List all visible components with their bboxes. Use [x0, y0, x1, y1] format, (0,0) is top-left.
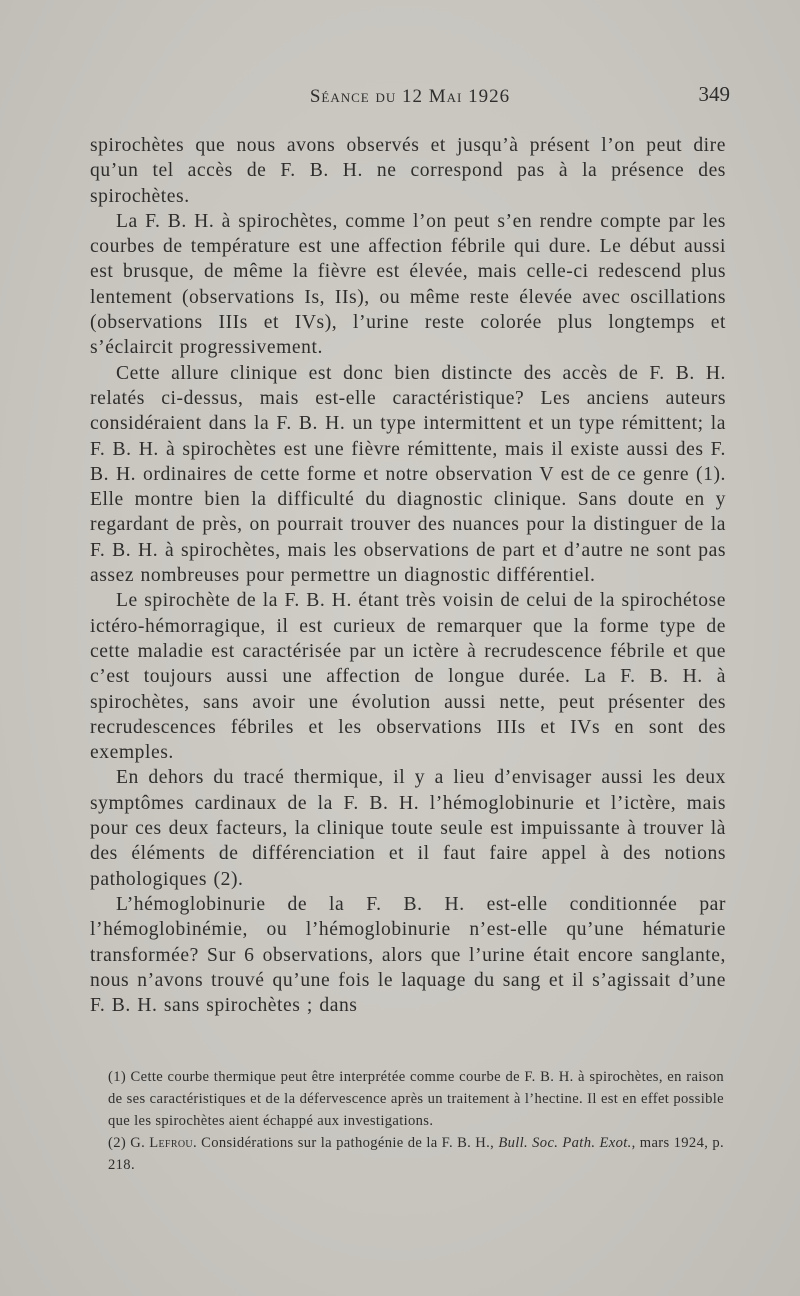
page-number: 349 [698, 82, 730, 106]
footnote-2 [108, 1132, 724, 1176]
footnote-2-author: Lefrou. [149, 1135, 197, 1151]
running-head [90, 82, 730, 116]
paragraph-3: Cette allure clinique est donc bien distincte des accès de F. B. H. relatés ci-dessus, mais est-elle caractéristique? Les anciens auteurs considéraient dans la F. B. H. un type intermittent et un type rémittent; la F. B. H. à spirochètes est une fièvre rémittente, mais il existe aussi des F. B. H. ordinaires de cette forme et notre observation V est de ce genre (1). Elle montre bien la difficulté du diagnostic clinique. Sans doute en y regardant de près, on pourrait trouver des nuances pour la distinguer de la F. B. H. à spirochètes, mais les observations de part et d’autre ne sont pas assez nombreuses pour permettre un diagnostic différentiel. [90, 362, 726, 587]
footnote-1: (1) Cette courbe thermique peut être interprétée comme courbe de F. B. H. à spirochètes, en raison de ses caractéristiques et de la défervescence après un traitement à l’hectine. Il est en effet possible que les spirochètes aient échappé aux investigations. [108, 1069, 724, 1129]
paragraph-2: La F. B. H. à spirochètes, comme l’on peut s’en rendre compte par les courbes de température est une affection fébrile qui dure. Le début aussi est brusque, de même la fièvre est élevée, mais celle-ci redescend plus lentement (observations Is, IIs), ou même reste élevée avec oscillations (observations IIIs et IVs), l’urine reste colorée plus longtemps et s’éclaircit progressivement. [90, 210, 726, 359]
paragraph-6: L’hémoglobinurie de la F. B. H. est-elle conditionnée par l’hémoglobinémie, ou l’hémoglobinurie n’est-elle qu’une hématurie transformée? Sur 6 observations, alors que l’urine était encore sanglante, nous n’avons trouvé qu’une fois le laquage du sang et il s’agissait d’une F. B. H. sans spirochètes ; dans [90, 893, 726, 1017]
paragraph-5: En dehors du tracé thermique, il y a lieu d’envisager aussi les deux symptômes cardinaux de la F. B. H. l’hémoglobinurie et l’ictère, mais pour ces deux facteurs, la clinique toute seule est impuissante à trouver là des éléments de différenciation et il faut faire appel à des notions pathologiques (2). [90, 767, 726, 890]
paragraph-1: spirochètes que nous avons observés et jusqu’à présent l’on peut dire qu’un tel accès de F. B. H. ne correspond pas à la présence des spirochètes. [90, 135, 726, 207]
footnotes [108, 1066, 724, 1176]
body-text [90, 133, 726, 1018]
footnote-2-text: Considérations sur la pathogénie de la F. B. H., [197, 1135, 499, 1151]
footnote-2-date: , mars 1924, p. 218. [108, 1135, 724, 1173]
paragraph-4: Le spirochète de la F. B. H. étant très voisin de celui de la spirochétose ictéro-hémorragique, il est curieux de remarquer que la forme type de cette maladie est caractérisée par un ictère à recrudescence fébrile et que c’est toujours aussi une affection de longue durée. La F. B. H. à spirochètes, sans avoir une évolution aussi nette, peut présenter des recrudescences fébriles et les observations IIIs et IVs en sont des exemples. [90, 590, 726, 764]
footnote-2-journal: Bull. Soc. Path. Exot. [498, 1135, 632, 1151]
running-title: Séance du 12 Mai 1926 [309, 86, 511, 107]
footnote-2-prefix: (2) G. [108, 1135, 146, 1151]
